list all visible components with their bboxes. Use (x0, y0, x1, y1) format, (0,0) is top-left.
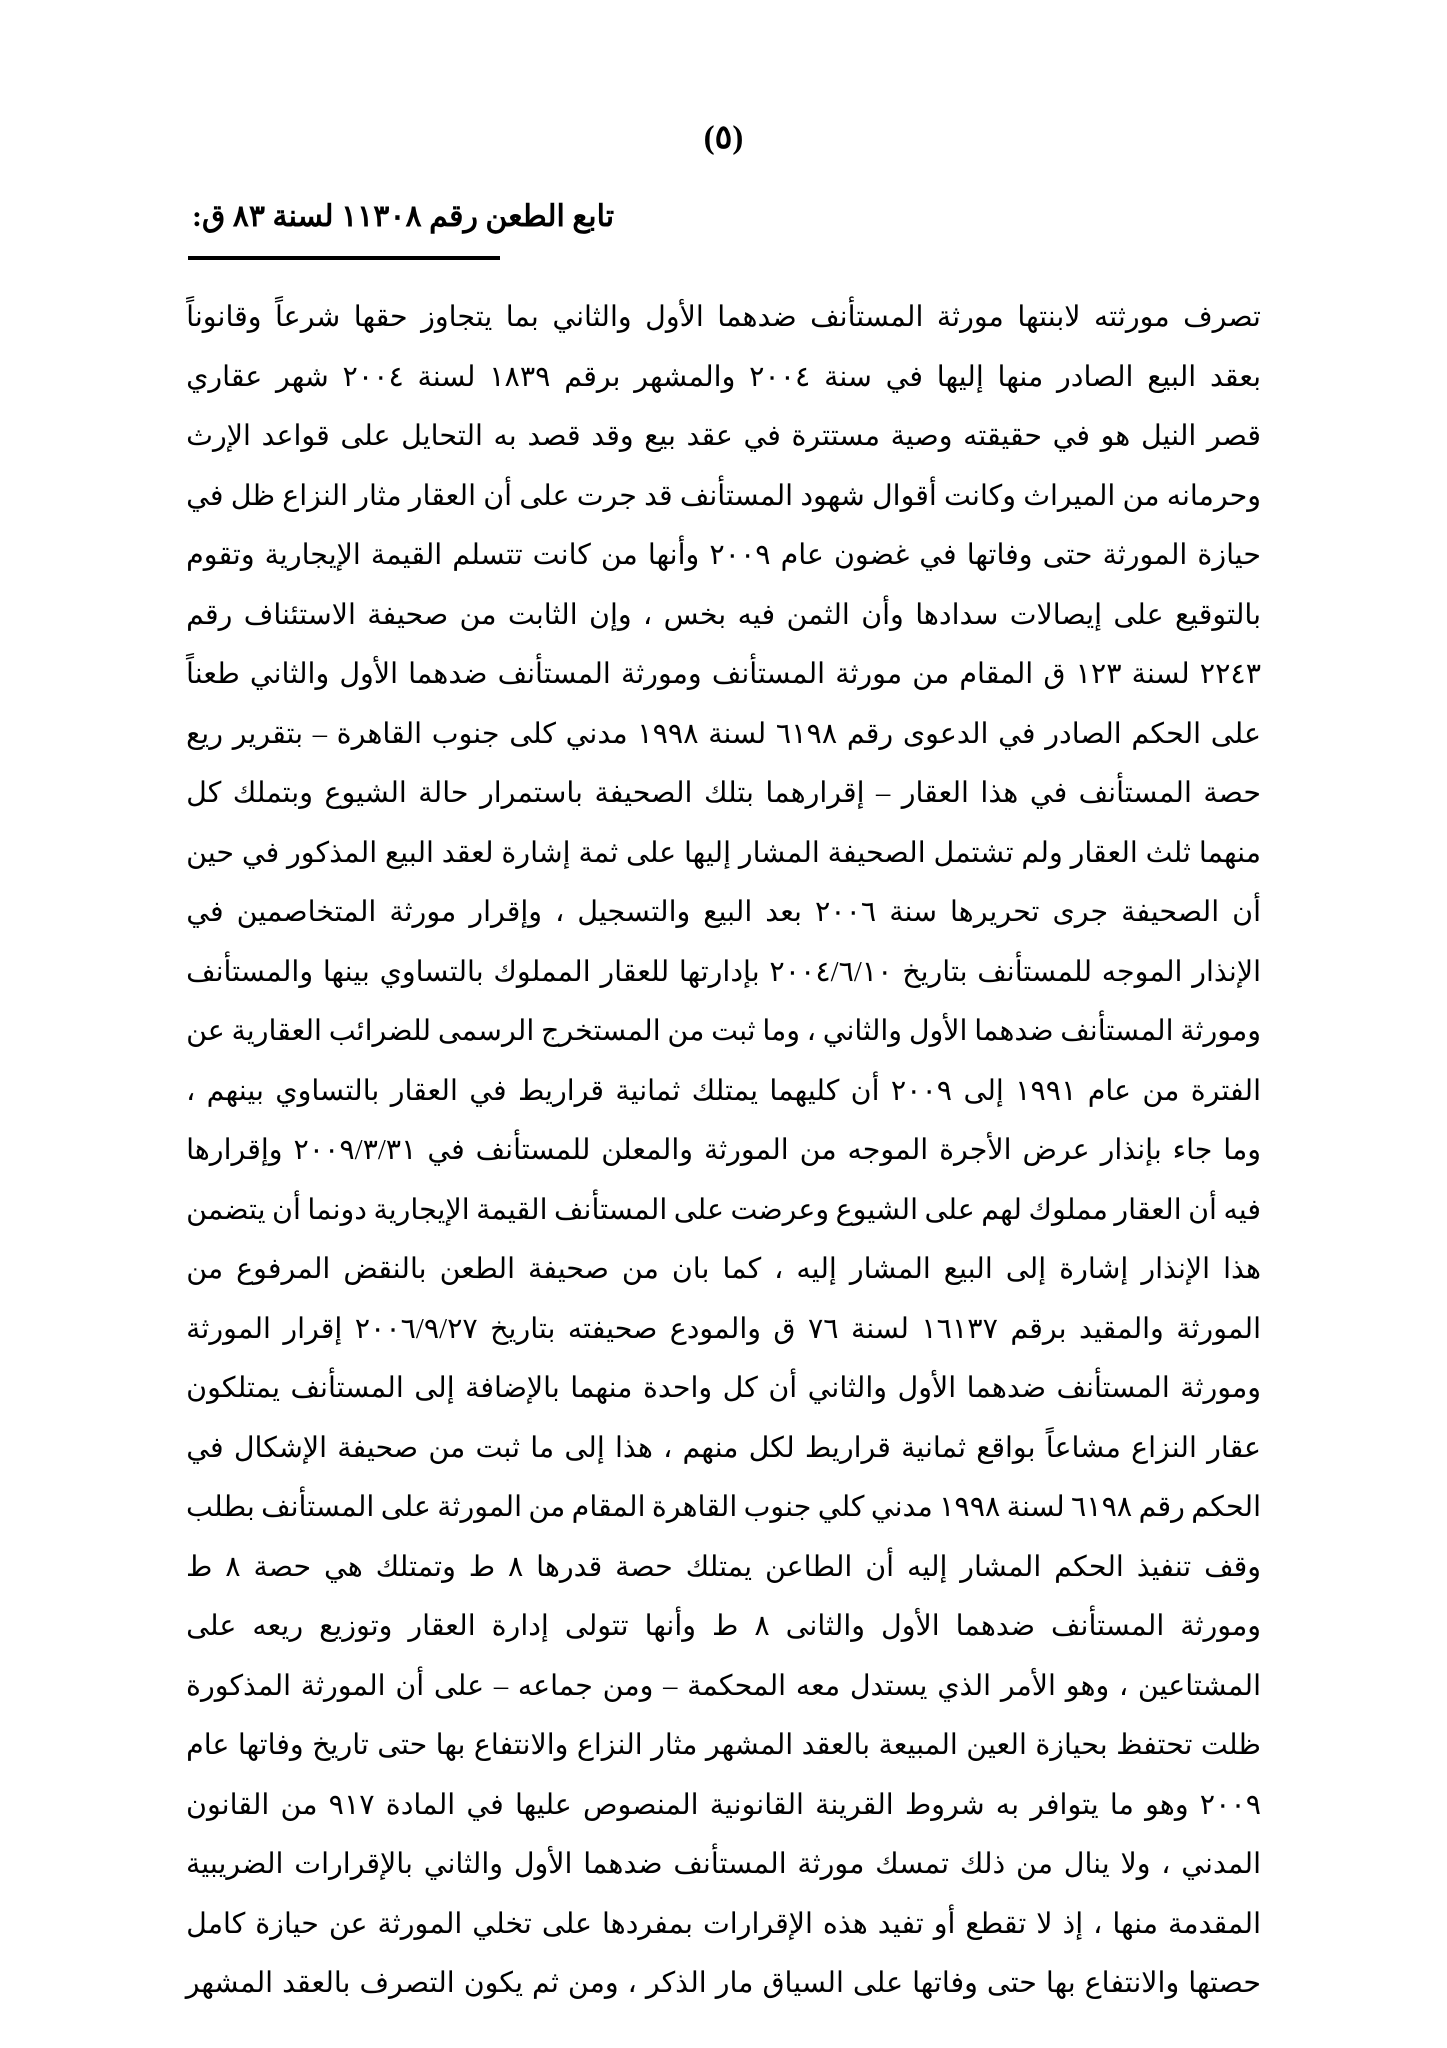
body-line: ومورثة المستأنف ضدهما الأول والثاني أن كل واحدة منهما بالإضافة إلى المستأنف يمتلكون (186, 1373, 1261, 1404)
body-line: بالتوقيع على إيصالات سدادها وأن الثمن فيه بخس ، وإن الثابت من صحيفة الاستئناف رقم (186, 599, 1261, 631)
body-line: تصرف مورثته لابنتها مورثة المستأنف ضدهما الأول والثاني بما يتجاوز حقها شرعاً وقانوناً (186, 302, 1261, 333)
body-line: أن الصحيفة جرى تحريرها سنة ٢٠٠٦ بعد البيع والتسجيل ، وإقرار مورثة المتخاصمين في (186, 897, 1261, 928)
document-header (186, 198, 1261, 260)
body-line: ومورثة المستأنف ضدهما الأول والثاني ، وما ثبت من المستخرج الرسمى للضرائب العقارية عن (186, 1016, 1261, 1047)
body-line: الحكم رقم ٦١٩٨ لسنة ١٩٩٨ مدني كلي جنوب القاهرة المقام من المورثة على المستأنف بطلب (186, 1492, 1261, 1523)
body-line: على الحكم الصادر في الدعوى رقم ٦١٩٨ لسنة ١٩٩٨ مدني كلى جنوب القاهرة – بتقرير ريع (186, 718, 1261, 750)
body-line: وحرمانه من الميراث وكانت أقوال شهود المستأنف قد جرت على أن العقار مثار النزاع ظل في (186, 480, 1261, 512)
body-line: الفترة من عام ١٩٩١ إلى ٢٠٠٩ أن كليهما يمتلك ثمانية قراريط في العقار بالتساوي بينهم ، (186, 1075, 1261, 1107)
page-number: (٥) (703, 120, 744, 156)
body-line: فيه أن العقار مملوك لهم على الشيوع وعرضت على المستأنف القيمة الإيجارية دونما أن يتضمن (186, 1194, 1261, 1226)
body-line: حصتها والانتفاع بها حتى وفاتها على السياق مار الذكر ، ومن ثم يكون التصرف بالعقد المشهر (185, 1968, 1261, 1999)
body-line: ٢٢٤٣ لسنة ١٢٣ ق المقام من مورثة المستأنف ومورثة المستأنف ضدهما الأول والثاني طعناً (186, 659, 1261, 690)
body-line: حيازة المورثة حتى وفاتها في غضون عام ٢٠٠٩ وأنها من كانت تتسلم القيمة الإيجارية وتقوم (186, 540, 1261, 571)
body-line: حصة المستأنف في هذا العقار – إقرارهما بتلك الصحيفة باستمرار حالة الشيوع وبتملك كل (186, 778, 1261, 809)
body-line: الإنذار الموجه للمستأنف بتاريخ ٢٠٠٤/٦/١٠ بإدارتها للعقار المملوك بالتساوي بينها والمستأنف (186, 956, 1261, 988)
body-line: ومورثة المستأنف ضدهما الأول والثانى ٨ ط وأنها تتولى إدارة العقار وتوزيع ريعه على (186, 1611, 1261, 1642)
body-line: ٢٠٠٩ وهو ما يتوافر به شروط القرينة القانونية المنصوص عليها في المادة ٩١٧ من القانون (186, 1789, 1261, 1821)
body-line: بعقد البيع الصادر منها إليها في سنة ٢٠٠٤ والمشهر برقم ١٨٣٩ لسنة ٢٠٠٤ شهر عقاري (186, 361, 1261, 393)
document-body (186, 288, 1261, 2014)
body-line: المورثة والمقيد برقم ١٦١٣٧ لسنة ٧٦ ق والمودع صحيفته بتاريخ ٢٠٠٦/٩/٢٧ إقرار المورثة (186, 1313, 1261, 1345)
body-line: المقدمة منها ، إذ لا تقطع أو تفيد هذه الإقرارات بمفردها على تخلي المورثة عن حيازة كامل (186, 1908, 1261, 1940)
body-paragraph (186, 288, 1261, 2014)
body-line: قصر النيل هو في حقيقته وصية مستترة في عقد بيع وقد قصد به التحايل على قواعد الإرث (186, 421, 1261, 452)
body-line: وما جاء بإنذار عرض الأجرة الموجه من المورثة والمعلن للمستأنف في ٢٠٠٩/٣/٣١ وإقرارها (186, 1135, 1261, 1166)
body-line: منهما ثلث العقار ولم تشتمل الصحيفة المشار إليها على ثمة إشارة لعقد البيع المذكور في حين (186, 837, 1261, 869)
case-reference-heading: تابع الطعن رقم ١١٣٠٨ لسنة ٨٣ ق: (192, 200, 615, 233)
body-line: وقف تنفيذ الحكم المشار إليه أن الطاعن يمتلك حصة قدرها ٨ ط وتمتلك هي حصة ٨ ط (186, 1551, 1261, 1583)
body-line: ظلت تحتفظ بحيازة العين المبيعة بالعقد المشهر مثار النزاع والانتفاع بها حتى تاريخ وفاتها عام (186, 1730, 1261, 1761)
body-line: هذا الإنذار إشارة إلى البيع المشار إليه ، كما بان من صحيفة الطعن بالنقض المرفوع من (186, 1254, 1261, 1285)
body-line: المدني ، ولا ينال من ذلك تمسك مورثة المستأنف ضدهما الأول والثاني بالإقرارات الضريبية (186, 1849, 1261, 1880)
header-divider-rule (188, 256, 500, 260)
body-line: عقار النزاع مشاعاً بواقع ثمانية قراريط لكل منهم ، هذا إلى ما ثبت من صحيفة الإشكال في (186, 1432, 1261, 1464)
body-line: المشتاعين ، وهو الأمر الذي يستدل معه المحكمة – ومن جماعه – على أن المورثة المذكورة (186, 1670, 1261, 1702)
